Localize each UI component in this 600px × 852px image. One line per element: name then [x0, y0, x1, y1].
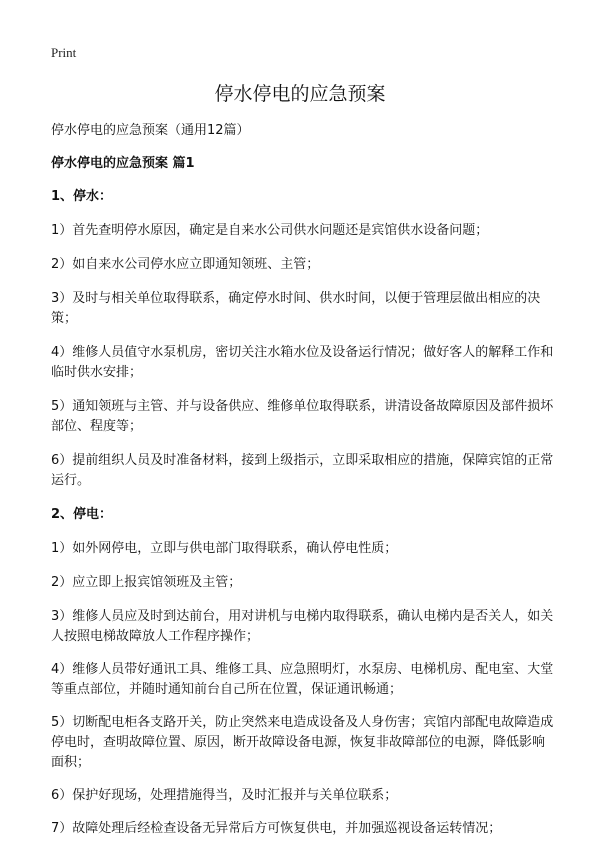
power-item-1: 1）如外网停电，立即与供电部门取得联系，确认停电性质；	[51, 541, 398, 556]
power-item-4: 4）维修人员带好通讯工具、维修工具、应急照明灯，水泵房、电梯机房、配电室、大堂等重点部位，并随时通知前台自己所在位置，保证通讯畅通；	[51, 662, 554, 697]
water-item-5: 5）通知领班与主管、并与设备供应、维修单位取得联系，讲清设备故障原因及部件损坏部位、程度等；	[51, 399, 554, 434]
power-item-7: 7）故障处理后经检查设备无异常后方可恢复供电，并加强巡视设备运转情况；	[51, 821, 502, 836]
power-item-5: 5）切断配电柜各支路开关，防止突然来电造成设备及人身伤害；宾馆内部配电故障造成停电时，查明故障位置、原因，断开故障设备电源，恢复非故障部位的电源，降低影响面积；	[51, 715, 554, 770]
print-label: Print	[51, 45, 77, 60]
document-title: 停水停电的应急预案	[214, 83, 386, 105]
document-subtitle: 停水停电的应急预案（通用12篇）	[51, 123, 250, 138]
water-item-3: 3）及时与相关单位取得联系，确定停水时间、供水时间，以便于管理层做出相应的决策；	[51, 291, 541, 326]
power-heading: 2、停电：	[51, 507, 113, 522]
water-item-6: 6）提前组织人员及时准备材料，接到上级指示，立即采取相应的措施，保障宾馆的正常运行。	[51, 453, 554, 488]
power-item-2: 2）应立即上报宾馆领班及主管；	[51, 575, 242, 590]
section-title: 停水停电的应急预案 篇1	[51, 156, 195, 171]
water-item-2: 2）如自来水公司停水应立即通知领班、主管；	[51, 257, 320, 272]
water-item-1: 1）首先查明停水原因，确定是自来水公司供水问题还是宾馆供水设备问题；	[51, 223, 489, 238]
power-item-6: 6）保护好现场，处理措施得当，及时汇报并与关单位联系；	[51, 788, 398, 803]
document-body	[51, 121, 557, 852]
water-heading: 1、停水：	[51, 189, 113, 204]
power-item-3: 3）维修人员应及时到达前台，用对讲机与电梯内取得联系，确认电梯内是否关人，如关人按照电梯故障放人工作程序操作；	[51, 609, 554, 644]
water-item-4: 4）维修人员值守水泵机房，密切关注水箱水位及设备运行情况；做好客人的解释工作和临时供水安排；	[51, 345, 554, 380]
